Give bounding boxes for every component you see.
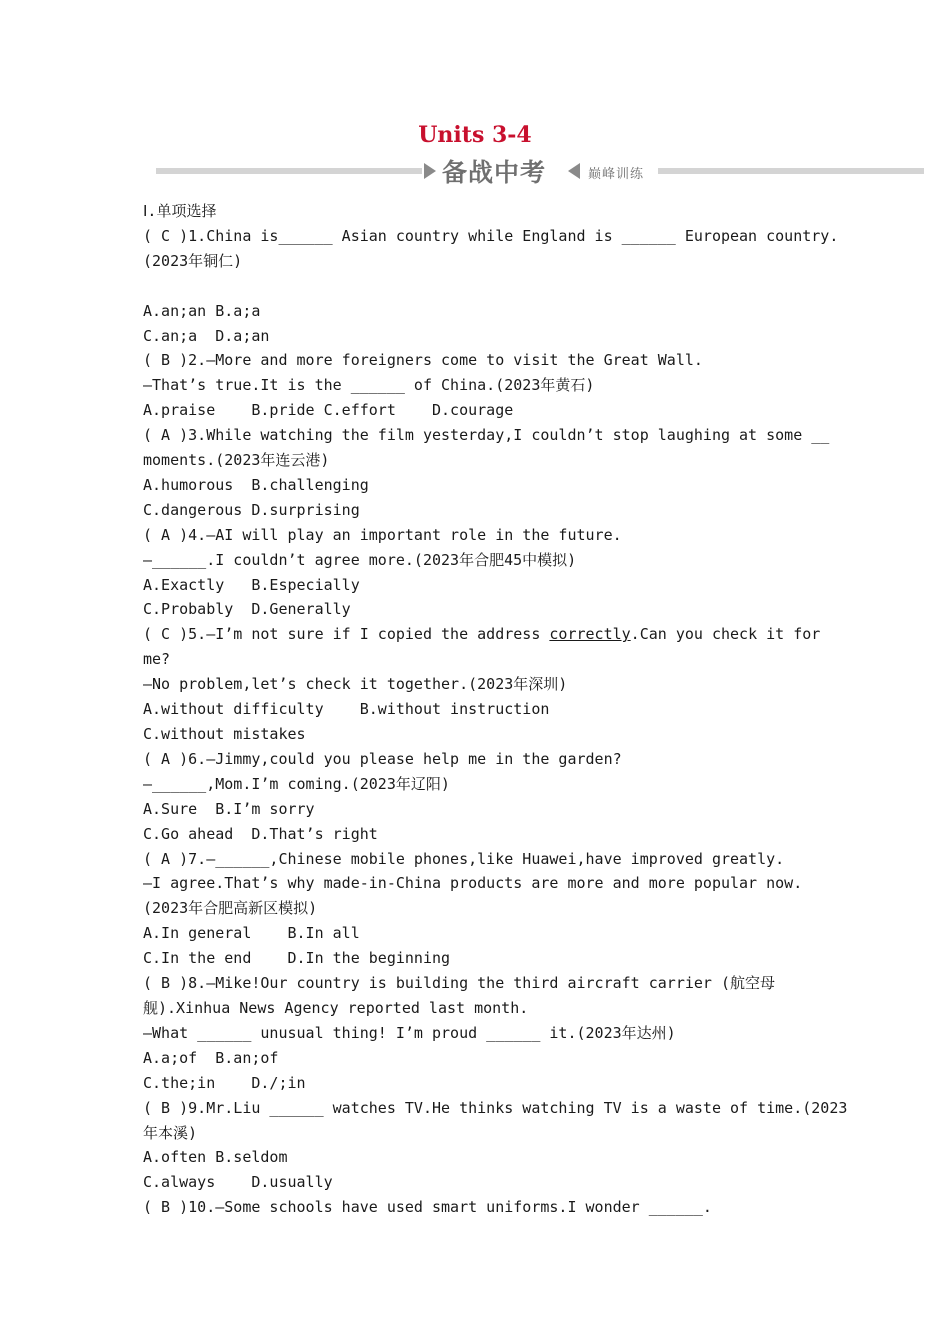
question-4-options: C.Probably D.Generally bbox=[143, 600, 351, 619]
question-8-options: A.a;of B.an;of bbox=[143, 1048, 279, 1067]
question-1-options: C.an;a D.a;an bbox=[143, 326, 270, 345]
question-6-reply: —______,Mom.I’m coming.(2023年辽阳) bbox=[143, 774, 450, 793]
banner-line-left bbox=[156, 168, 422, 174]
question-7: ( A )7.—______,Chinese mobile phones,like Huawei,have improved greatly. bbox=[143, 849, 785, 868]
question-8-cont: 舰).Xinhua News Agency reported last month. bbox=[143, 998, 529, 1017]
section-heading: Ⅰ.单项选择 bbox=[143, 202, 217, 220]
question-2: ( B )2.—More and more foreigners come to visit the Great Wall. bbox=[143, 351, 703, 370]
underlined-word: correctly bbox=[549, 625, 631, 644]
question-5-options: C.without mistakes bbox=[143, 725, 306, 744]
question-7-source: (2023年合肥高新区模拟) bbox=[143, 899, 318, 918]
question-1: ( C )1.China is______ Asian country while England is ______ European country. bbox=[143, 226, 839, 245]
question-5 bbox=[143, 622, 821, 647]
banner-line-right bbox=[658, 168, 924, 174]
section-banner bbox=[156, 155, 924, 187]
question-7-options: A.In general B.In all bbox=[143, 924, 360, 943]
arrow-left-icon bbox=[568, 163, 580, 179]
question-3: ( A )3.While watching the film yesterday,I couldn’t stop laughing at some __ bbox=[143, 426, 830, 445]
blank-line bbox=[143, 274, 803, 299]
question-3-options: C.dangerous D.surprising bbox=[143, 500, 360, 519]
question-1-source: (2023年铜仁) bbox=[143, 251, 243, 270]
question-list bbox=[143, 199, 848, 1220]
question-6-options: C.Go ahead D.That’s right bbox=[143, 824, 378, 843]
question-5-part: .Can you check it for bbox=[630, 625, 821, 644]
question-7-reply: —I agree.That’s why made-in-China products are more and more popular now. bbox=[143, 874, 803, 893]
page-title: Units 3-4 bbox=[418, 122, 532, 148]
banner-sub-text: 巅峰训练 bbox=[588, 167, 645, 182]
question-8-reply: —What ______ unusual thing! I’m proud ______ it.(2023年达州) bbox=[143, 1023, 676, 1042]
question-9-options: C.always D.usually bbox=[143, 1173, 333, 1192]
question-2-options: A.praise B.pride C.effort D.courage bbox=[143, 401, 514, 420]
question-4: ( A )4.—AI will play an important role in the future. bbox=[143, 525, 622, 544]
question-2-reply: —That’s true.It is the ______ of China.(2023年黄石) bbox=[143, 376, 595, 395]
question-4-options: A.Exactly B.Especially bbox=[143, 575, 360, 594]
question-8: ( B )8.—Mike!Our country is building the third aircraft carrier (航空母 bbox=[143, 974, 775, 993]
question-3-options: A.humorous B.challenging bbox=[143, 475, 369, 494]
question-5-options: A.without difficulty B.without instruction bbox=[143, 700, 550, 719]
question-9-options: A.often B.seldom bbox=[143, 1148, 288, 1167]
question-7-options: C.In the end D.In the beginning bbox=[143, 949, 451, 968]
question-5-cont: me? bbox=[143, 650, 171, 669]
banner-main-text: 备战中考 bbox=[442, 158, 547, 187]
question-4-reply: —______.I couldn’t agree more.(2023年合肥45中模拟) bbox=[143, 550, 577, 569]
arrow-right-icon bbox=[424, 163, 436, 179]
question-9: ( B )9.Mr.Liu ______ watches TV.He thinks watching TV is a waste of time.(2023 bbox=[143, 1098, 848, 1117]
question-3-cont: moments.(2023年连云港) bbox=[143, 451, 330, 470]
question-10: ( B )10.—Some schools have used smart uniforms.I wonder ______. bbox=[143, 1198, 712, 1217]
question-5-part: ( C )5.—I’m not sure if I copied the address bbox=[143, 625, 550, 644]
question-6-options: A.Sure B.I’m sorry bbox=[143, 799, 315, 818]
question-8-options: C.the;in D./;in bbox=[143, 1073, 306, 1092]
question-5-reply: —No problem,let’s check it together.(2023年深圳) bbox=[143, 675, 568, 694]
question-6: ( A )6.—Jimmy,could you please help me in the garden? bbox=[143, 749, 622, 768]
question-9-source: 年本溪) bbox=[143, 1123, 198, 1142]
question-1-options: A.an;an B.a;a bbox=[143, 301, 261, 320]
